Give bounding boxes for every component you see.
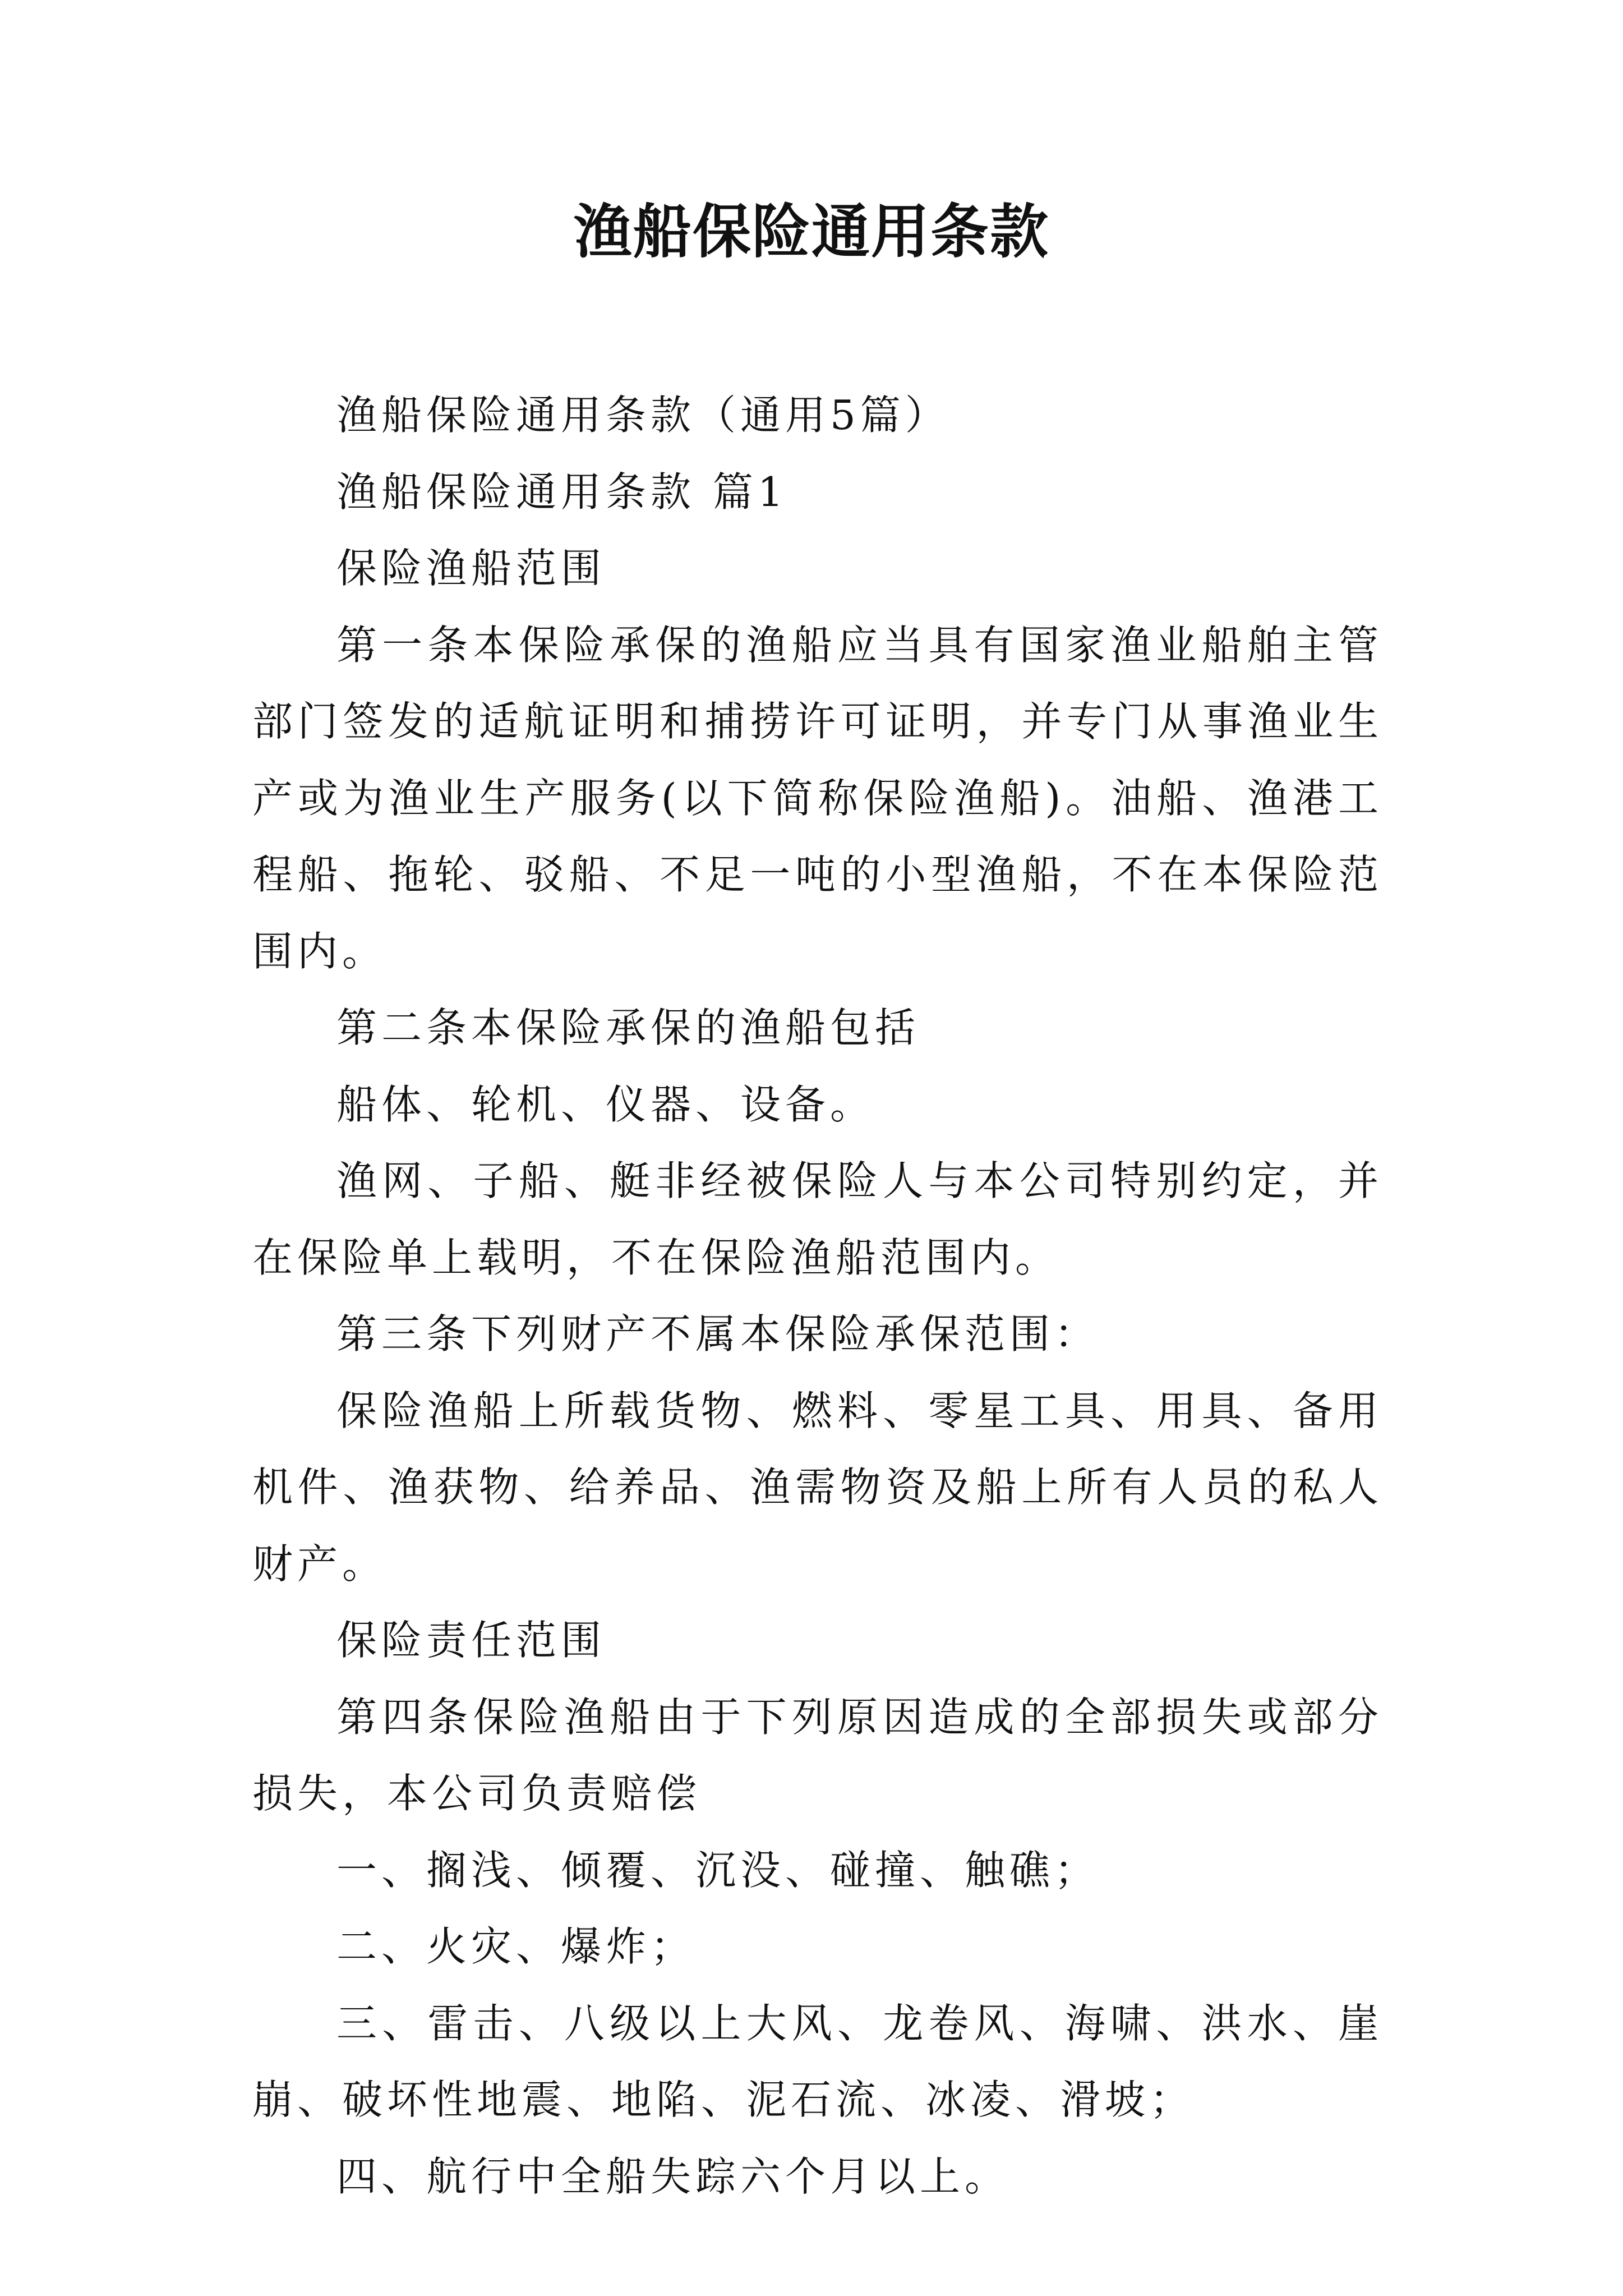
article-4: 第四条保险渔船由于下列原因造成的全部损失或部分损失，本公司负责赔偿 bbox=[252, 1693, 1383, 1817]
article-2-exclusion: 渔网、子船、艇非经被保险人与本公司特别约定，并在保险单上载明，不在保险渔船范围内。 bbox=[252, 1157, 1383, 1281]
article-3-items: 保险渔船上所载货物、燃料、零星工具、用具、备用机件、渔获物、给养品、渔需物资及船上所有人员的私人财产。 bbox=[252, 1387, 1383, 1588]
article-4-item-3: 三、雷击、八级以上大风、龙卷风、海啸、洪水、崖崩、破坏性地震、地陷、泥石流、冰凌、滑坡； bbox=[252, 1999, 1383, 2123]
article-3: 第三条下列财产不属本保险承保范围： bbox=[336, 1310, 1100, 1358]
section-heading-liability: 保险责任范围 bbox=[336, 1617, 606, 1664]
article-4-item-2: 二、火灾、爆炸； bbox=[336, 1923, 696, 1970]
section-heading-part-1: 渔船保险通用条款 篇1 bbox=[336, 468, 788, 516]
article-2: 第二条本保险承保的渔船包括 bbox=[336, 1004, 920, 1051]
article-2-items: 船体、轮机、仪器、设备。 bbox=[336, 1080, 875, 1128]
section-heading-scope: 保险渔船范围 bbox=[336, 545, 606, 592]
document-body bbox=[252, 377, 1383, 2215]
article-1: 第一条本保险承保的渔船应当具有国家渔业船舶主管部门签发的适航证明和捕捞许可证明，并专门从事渔业生产或为渔业生产服务(以下简称保险渔船)。油船、渔港工程船、拖轮、驳船、不足一吨的小型渔船，不在本保险范围内。 bbox=[252, 621, 1383, 975]
article-4-item-4: 四、航行中全船失踪六个月以上。 bbox=[336, 2152, 1010, 2200]
document-subtitle: 渔船保险通用条款（通用5篇） bbox=[336, 392, 950, 439]
article-4-item-1: 一、搁浅、倾覆、沉没、碰撞、触礁； bbox=[336, 1846, 1100, 1894]
document-title: 渔船保险通用条款 bbox=[573, 197, 1049, 266]
